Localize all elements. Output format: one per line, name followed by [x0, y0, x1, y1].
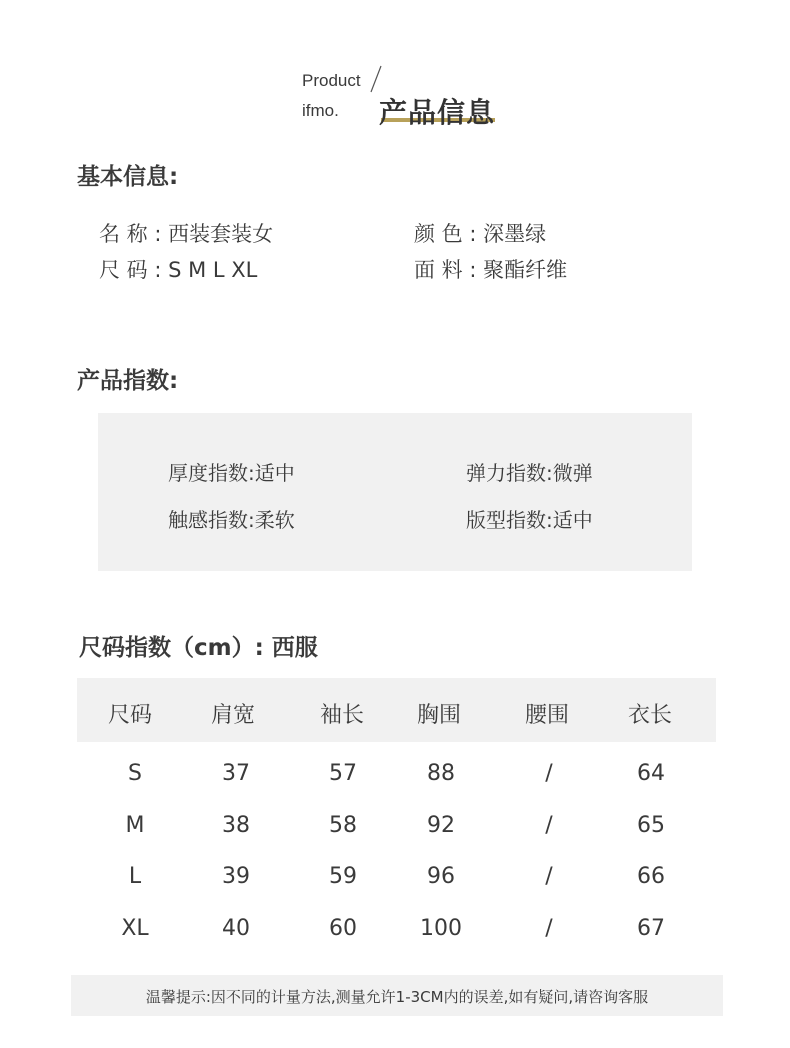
info-color: 颜 色 : 深墨绿: [414, 222, 547, 246]
table-cell: 88: [427, 761, 455, 786]
table-cell: 59: [329, 864, 357, 889]
table-cell: 96: [427, 864, 455, 889]
header-cell-shoulder: 肩宽: [210, 703, 255, 728]
table-cell: L: [128, 864, 142, 889]
table-cell: S: [128, 761, 142, 786]
measurement-note: 温馨提示:因不同的计量方法,测量允许1-3CM内的误差,如有疑问,请咨询客服: [145, 988, 649, 1006]
header-en-brand: ifmo.: [302, 101, 339, 120]
table-cell: 58: [329, 813, 357, 838]
table-cell: M: [125, 813, 145, 838]
table-cell: 38: [222, 813, 250, 838]
header-cell-bust: 胸围: [416, 703, 461, 728]
table-cell: 92: [427, 813, 455, 838]
table-cell: 64: [637, 761, 665, 786]
table-cell: 65: [637, 813, 665, 838]
index-elasticity: 弹力指数:微弹: [466, 461, 593, 485]
header-cell-sleeve: 袖长: [319, 703, 364, 728]
product-index-heading: 产品指数:: [77, 368, 179, 394]
table-cell: 37: [222, 761, 250, 786]
table-cell: 66: [637, 864, 665, 889]
index-feel: 触感指数:柔软: [168, 508, 295, 532]
header-cell-length: 衣长: [627, 703, 672, 728]
header-cell-waist: 腰围: [524, 703, 569, 728]
page-title: 产品信息: [379, 96, 496, 129]
table-cell: 40: [222, 916, 250, 941]
info-name: 名 称 : 西装套装女: [99, 222, 274, 246]
table-cell: /: [545, 761, 553, 786]
slash-decoration: [368, 64, 384, 94]
table-cell: 100: [420, 916, 462, 941]
table-cell: 39: [222, 864, 250, 889]
table-cell: /: [545, 916, 553, 941]
info-size: 尺 码 : S M L XL: [99, 258, 258, 282]
table-cell: XL: [121, 916, 149, 941]
table-cell: 67: [637, 916, 665, 941]
size-table-heading: 尺码指数（cm）: 西服: [79, 635, 318, 661]
header-cell-size: 尺码: [107, 703, 152, 728]
index-thickness: 厚度指数:适中: [168, 461, 295, 485]
info-material: 面 料 : 聚酯纤维: [414, 258, 568, 282]
basic-info-heading: 基本信息:: [77, 164, 179, 190]
header-en-product: Product: [302, 71, 361, 90]
table-cell: 60: [329, 916, 357, 941]
table-cell: /: [545, 864, 553, 889]
table-cell: /: [545, 813, 553, 838]
index-fit: 版型指数:适中: [466, 508, 593, 532]
index-panel: [98, 413, 692, 571]
table-cell: 57: [329, 761, 357, 786]
